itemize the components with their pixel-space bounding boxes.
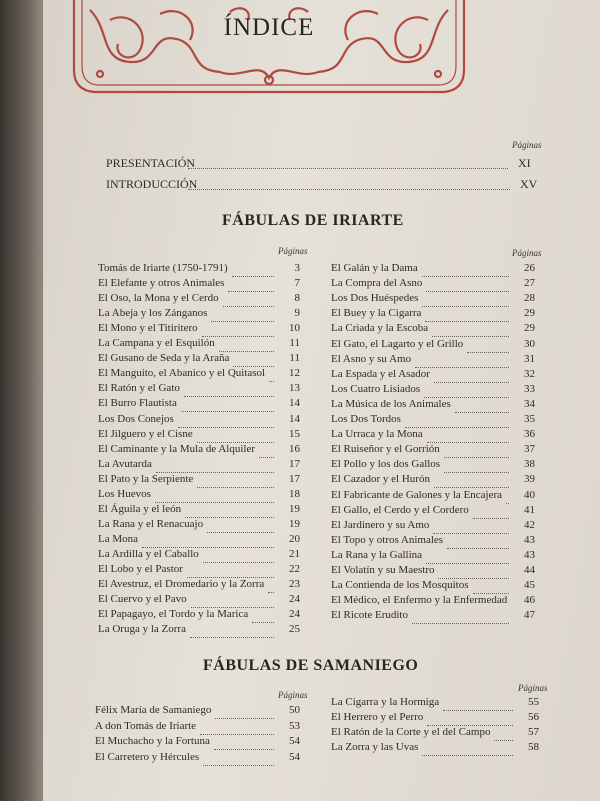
toc-entry-title: Los Dos Conejos	[98, 412, 174, 425]
toc-entry-title: El Fabricante de Galones y la Encajera	[331, 488, 503, 501]
toc-entry	[98, 428, 300, 443]
section-title-iriarte: FÁBULAS DE IRIARTE	[222, 212, 404, 229]
leader-dots	[233, 352, 274, 367]
leader-dots	[447, 534, 509, 549]
leader-dots	[473, 579, 510, 594]
leader-dots	[427, 428, 509, 443]
toc-entry	[331, 564, 535, 579]
toc-entry-page: 47	[524, 609, 535, 622]
toc-entry-title: El Médico, el Enfermo y la Enfermedad	[331, 594, 508, 607]
toc-entry	[331, 322, 535, 337]
toc-entry	[331, 534, 535, 549]
toc-entry	[331, 262, 535, 277]
leader-dots	[188, 177, 510, 190]
toc-entry-title: El Elefante y otros Animales	[98, 277, 225, 290]
toc-entry-page: 17	[289, 472, 300, 485]
toc-entry-page: 23	[289, 578, 300, 591]
leader-dots	[405, 413, 509, 428]
toc-entry-page: 7	[294, 277, 300, 290]
toc-entry-title: Félix María de Samaniego	[95, 704, 212, 716]
toc-entry	[331, 398, 535, 413]
toc-entry	[331, 307, 535, 322]
toc-entry	[98, 518, 300, 533]
front-matter-item	[106, 156, 536, 172]
toc-entry	[331, 353, 535, 368]
leader-dots	[187, 563, 274, 578]
toc-entry-title: El Ratón y el Gato	[98, 382, 180, 395]
toc-entry-page: 45	[524, 579, 535, 592]
leader-dots	[433, 519, 509, 534]
leader-dots	[427, 711, 513, 726]
toc-entry-title: El Galán y la Dama	[331, 262, 418, 274]
leader-dots	[425, 307, 509, 322]
leader-dots	[207, 518, 274, 533]
leader-dots	[259, 443, 274, 458]
toc-entry-page: 56	[528, 711, 539, 723]
leader-dots	[426, 549, 509, 564]
toc-entry	[98, 397, 300, 412]
toc-entry-page: 46	[524, 594, 535, 607]
toc-entry	[331, 489, 535, 504]
samaniego-pages-label-left: Páginas	[278, 690, 308, 700]
toc-entry-title: La Ardilla y el Caballo	[98, 547, 199, 560]
leader-dots	[412, 609, 509, 624]
leader-dots	[223, 292, 274, 307]
toc-entry-title: La Oruga y la Zorra	[98, 623, 186, 636]
leader-dots	[200, 720, 274, 735]
leader-dots	[190, 623, 274, 638]
toc-entry	[98, 473, 300, 488]
toc-entry-title: El Cuervo y el Pavo	[98, 593, 187, 606]
toc-entry-page: 31	[524, 352, 535, 365]
toc-entry-page: 40	[524, 488, 535, 501]
toc-entry-title: La Rana y la Gallina	[331, 548, 423, 561]
toc-entry-title: La Campana y el Esquilón	[98, 337, 215, 350]
toc-entry-page: 33	[524, 382, 535, 395]
toc-entry-title: El Buey y la Cigarra	[331, 307, 422, 320]
index-header-ornament	[70, 0, 468, 102]
toc-entry-page: 11	[289, 352, 300, 365]
toc-entry-page: 13	[289, 382, 300, 395]
toc-entry-page: 38	[524, 458, 535, 471]
toc-entry-title: El Carretero y Hércules	[95, 750, 200, 763]
leader-dots	[215, 704, 274, 719]
toc-entry-page: 17	[289, 457, 300, 470]
toc-entry	[331, 368, 535, 383]
toc-entry-title: El Topo y otros Animales	[331, 533, 444, 546]
leader-dots	[268, 578, 274, 593]
toc-entry-title: El Herrero y el Perro	[331, 711, 424, 723]
leader-dots	[197, 428, 274, 443]
toc-entry-page: 43	[524, 533, 535, 546]
toc-entry	[331, 726, 539, 741]
leader-dots	[214, 735, 274, 750]
toc-entry	[331, 338, 535, 353]
front-matter-title: INTRODUCCIÓN	[106, 177, 198, 191]
toc-entry-title: La Criada y la Escoba	[331, 322, 429, 335]
toc-entry	[95, 735, 300, 750]
toc-entry-page: 29	[524, 307, 535, 320]
toc-entry-title: El Muchacho y la Fortuna	[95, 735, 210, 747]
leader-dots	[422, 262, 509, 277]
toc-entry-page: 26	[524, 262, 535, 274]
leader-dots	[506, 489, 509, 504]
toc-entry-page: 41	[524, 503, 535, 516]
toc-entry-page: 3	[294, 262, 300, 274]
toc-entry-page: 34	[524, 397, 535, 410]
leader-dots	[467, 338, 509, 353]
toc-entry-page: 19	[289, 517, 300, 530]
toc-entry-title: El Asno y su Amo	[331, 352, 412, 365]
toc-entry	[331, 741, 539, 756]
leader-dots	[181, 397, 274, 412]
toc-entry	[98, 262, 300, 277]
toc-entry	[98, 307, 300, 322]
samaniego-pages-label-right: Páginas	[518, 683, 548, 693]
leader-dots	[203, 548, 274, 563]
toc-entry-title: A don Tomás de Iriarte	[95, 719, 197, 732]
leader-dots	[252, 608, 274, 623]
toc-entry-title: El Ratón de la Corte y el del Campo	[331, 726, 491, 738]
toc-entry	[331, 383, 535, 398]
toc-entry-page: 55	[528, 696, 539, 708]
toc-entry-page: 21	[289, 547, 300, 560]
toc-entry	[98, 488, 300, 503]
toc-entry	[98, 563, 300, 578]
toc-entry-page: 11	[289, 337, 300, 350]
leader-dots	[232, 262, 274, 277]
front-matter-page: XI	[518, 156, 531, 170]
toc-entry	[331, 579, 535, 594]
toc-entry-page: 9	[294, 307, 300, 320]
toc-entry-page: 12	[289, 367, 300, 380]
toc-entry-title: El Ruiseñor y el Gorrión	[331, 443, 440, 456]
leader-dots	[455, 398, 509, 413]
leader-dots	[422, 292, 509, 307]
leader-dots	[178, 413, 274, 428]
toc-entry	[331, 413, 535, 428]
toc-entry	[98, 337, 300, 352]
toc-entry-title: La Espada y el Asador	[331, 367, 430, 380]
toc-entry	[98, 277, 300, 292]
toc-entry-page: 24	[289, 593, 300, 606]
toc-entry-page: 8	[294, 292, 300, 305]
leader-dots	[269, 367, 274, 382]
toc-entry-page: 14	[289, 412, 300, 425]
leader-dots	[473, 504, 509, 519]
toc-entry-title: El Papagayo, el Tordo y la Marica	[98, 608, 249, 621]
toc-entry-title: Tomás de Iriarte (1750-1791)	[98, 262, 228, 274]
toc-entry-page: 27	[524, 277, 535, 290]
toc-entry-page: 18	[289, 487, 300, 500]
toc-entry-title: El Pato y la Serpiente	[98, 472, 194, 485]
toc-entry-title: El Ricote Erudito	[331, 609, 408, 622]
toc-entry-page: 25	[289, 623, 300, 636]
leader-dots	[443, 696, 513, 711]
toc-entry-title: El Gusano de Seda y la Araña	[98, 352, 230, 365]
leader-dots	[494, 726, 513, 741]
toc-entry	[98, 503, 300, 518]
leader-dots	[444, 458, 509, 473]
leader-dots	[438, 564, 509, 579]
toc-entry-page: 30	[524, 337, 535, 350]
toc-entry-page: 14	[289, 397, 300, 410]
toc-entry-page: 20	[289, 532, 300, 545]
toc-entry	[331, 292, 535, 307]
toc-entry-page: 57	[528, 726, 539, 738]
leader-dots	[415, 353, 509, 368]
toc-entry	[98, 352, 300, 367]
toc-entry	[331, 458, 535, 473]
toc-entry	[98, 443, 300, 458]
toc-entry-page: 43	[524, 548, 535, 561]
front-matter-title: PRESENTACIÓN	[106, 156, 196, 170]
toc-entry-title: Los Dos Huéspedes	[331, 292, 419, 305]
leader-dots	[156, 458, 274, 473]
leader-dots	[219, 337, 274, 352]
toc-entry-title: El Jilguero y el Cisne	[98, 427, 193, 440]
toc-entry-title: Los Huevos	[98, 487, 151, 500]
leader-dots	[228, 277, 274, 292]
toc-entry	[331, 428, 535, 443]
toc-entry-page: 37	[524, 443, 535, 456]
toc-entry-title: La Rana y el Renacuajo	[98, 517, 204, 530]
toc-entry-page: 19	[289, 502, 300, 515]
front-matter-page: XV	[520, 177, 538, 191]
toc-entry-title: El Manguito, el Abanico y el Quitasol	[98, 367, 266, 380]
toc-entry-title: Los Cuatro Lisiados	[331, 382, 421, 395]
toc-entry-title: El Gallo, el Cerdo y el Cordero	[331, 503, 469, 516]
leader-dots	[434, 368, 509, 383]
toc-entry	[331, 696, 539, 711]
toc-entry-title: El Avestruz, el Dromedario y la Zorra	[98, 578, 265, 591]
leader-dots	[422, 741, 513, 756]
toc-entry-page: 29	[524, 322, 535, 335]
toc-entry	[331, 609, 535, 624]
toc-entry-page: 32	[524, 367, 535, 380]
toc-entry	[331, 277, 535, 292]
toc-entry	[98, 292, 300, 307]
leader-dots	[155, 488, 274, 503]
leader-dots	[188, 156, 508, 169]
toc-entry	[331, 473, 535, 488]
toc-entry-title: El Caminante y la Mula de Alquiler	[98, 442, 256, 455]
toc-entry-page: 54	[289, 735, 300, 747]
toc-entry	[331, 711, 539, 726]
leader-dots	[424, 383, 509, 398]
toc-entry-page: 24	[289, 608, 300, 621]
toc-entry-page: 36	[524, 428, 535, 441]
toc-entry	[98, 593, 300, 608]
toc-entry-title: El Volatín y su Maestro	[331, 564, 435, 576]
toc-entry-page: 22	[289, 563, 300, 575]
toc-entry	[98, 458, 300, 473]
toc-entry	[95, 704, 300, 719]
toc-entry-page: 15	[289, 427, 300, 440]
toc-entry	[95, 751, 300, 766]
toc-entry-title: El Gato, el Lagarto y el Grillo	[331, 337, 464, 350]
leader-dots	[426, 277, 509, 292]
toc-entry-title: La Mona	[98, 532, 139, 545]
toc-entry-title: La Cigarra y la Hormiga	[331, 696, 440, 708]
toc-entry-title: El Mono y el Titiritero	[98, 322, 198, 335]
toc-entry	[98, 578, 300, 593]
leader-dots	[185, 503, 274, 518]
toc-entry	[331, 594, 535, 609]
leader-dots	[432, 322, 509, 337]
toc-entry-title: El Oso, la Mona y el Cerdo	[98, 292, 219, 305]
toc-entry-page: 16	[289, 442, 300, 455]
toc-entry-page: 10	[289, 322, 300, 335]
toc-entry	[98, 367, 300, 382]
toc-entry-title: El Águila y el león	[98, 502, 182, 515]
toc-entry-title: La Zorra y las Uvas	[331, 741, 419, 753]
front-matter-item	[106, 177, 538, 193]
toc-entry	[331, 519, 535, 534]
toc-entry-page: 50	[289, 704, 300, 716]
toc-entry-title: El Burro Flautista	[98, 397, 177, 410]
toc-entry-title: La Contienda de los Mosquitos	[331, 579, 469, 592]
leader-dots	[197, 473, 274, 488]
iriarte-pages-label-left: Páginas	[278, 246, 308, 256]
toc-entry-title: Los Dos Tordos	[331, 413, 401, 425]
toc-entry	[98, 623, 300, 638]
toc-entry-title: El Lobo y el Pastor	[98, 563, 183, 575]
toc-entry-title: La Avutarda	[98, 457, 152, 470]
toc-entry-page: 53	[289, 719, 300, 732]
toc-entry-title: La Música de los Animales	[331, 397, 451, 410]
toc-entry-page: 54	[289, 750, 300, 763]
toc-entry-title: La Abeja y los Zánganos	[98, 307, 208, 320]
toc-entry-title: La Urraca y la Mona	[331, 428, 423, 441]
leader-dots	[444, 443, 509, 458]
section-title-samaniego: FÁBULAS DE SAMANIEGO	[203, 657, 419, 674]
leader-dots	[202, 322, 274, 337]
toc-entry-page: 28	[524, 292, 535, 305]
toc-entry-page: 39	[524, 473, 535, 486]
leader-dots	[203, 751, 274, 766]
leader-dots	[184, 382, 274, 397]
toc-entry-title: El Cazador y el Hurón	[331, 473, 430, 486]
toc-entry-title: La Compra del Asno	[331, 277, 423, 290]
toc-entry	[98, 548, 300, 563]
leader-dots	[211, 307, 274, 322]
toc-entry-title: El Pollo y los dos Gallos	[331, 458, 441, 471]
toc-entry	[331, 549, 535, 564]
toc-entry	[98, 533, 300, 548]
toc-entry	[98, 382, 300, 397]
toc-entry-page: 44	[524, 564, 535, 576]
leader-dots	[142, 533, 274, 548]
toc-entry	[98, 413, 300, 428]
toc-entry	[331, 443, 535, 458]
iriarte-pages-label-right: Páginas	[512, 248, 542, 258]
toc-entry	[95, 720, 300, 735]
leader-dots	[191, 593, 274, 608]
leader-dots	[434, 473, 509, 488]
toc-entry	[98, 322, 300, 337]
front-pages-label: Páginas	[512, 140, 542, 150]
toc-entry-page: 58	[528, 741, 539, 753]
toc-entry-page: 35	[524, 413, 535, 425]
toc-entry	[98, 608, 300, 623]
page-title: ÍNDICE	[223, 14, 315, 41]
toc-entry-page: 42	[524, 518, 535, 531]
toc-entry-title: El Jardinero y su Amo	[331, 518, 430, 531]
toc-entry	[331, 504, 535, 519]
